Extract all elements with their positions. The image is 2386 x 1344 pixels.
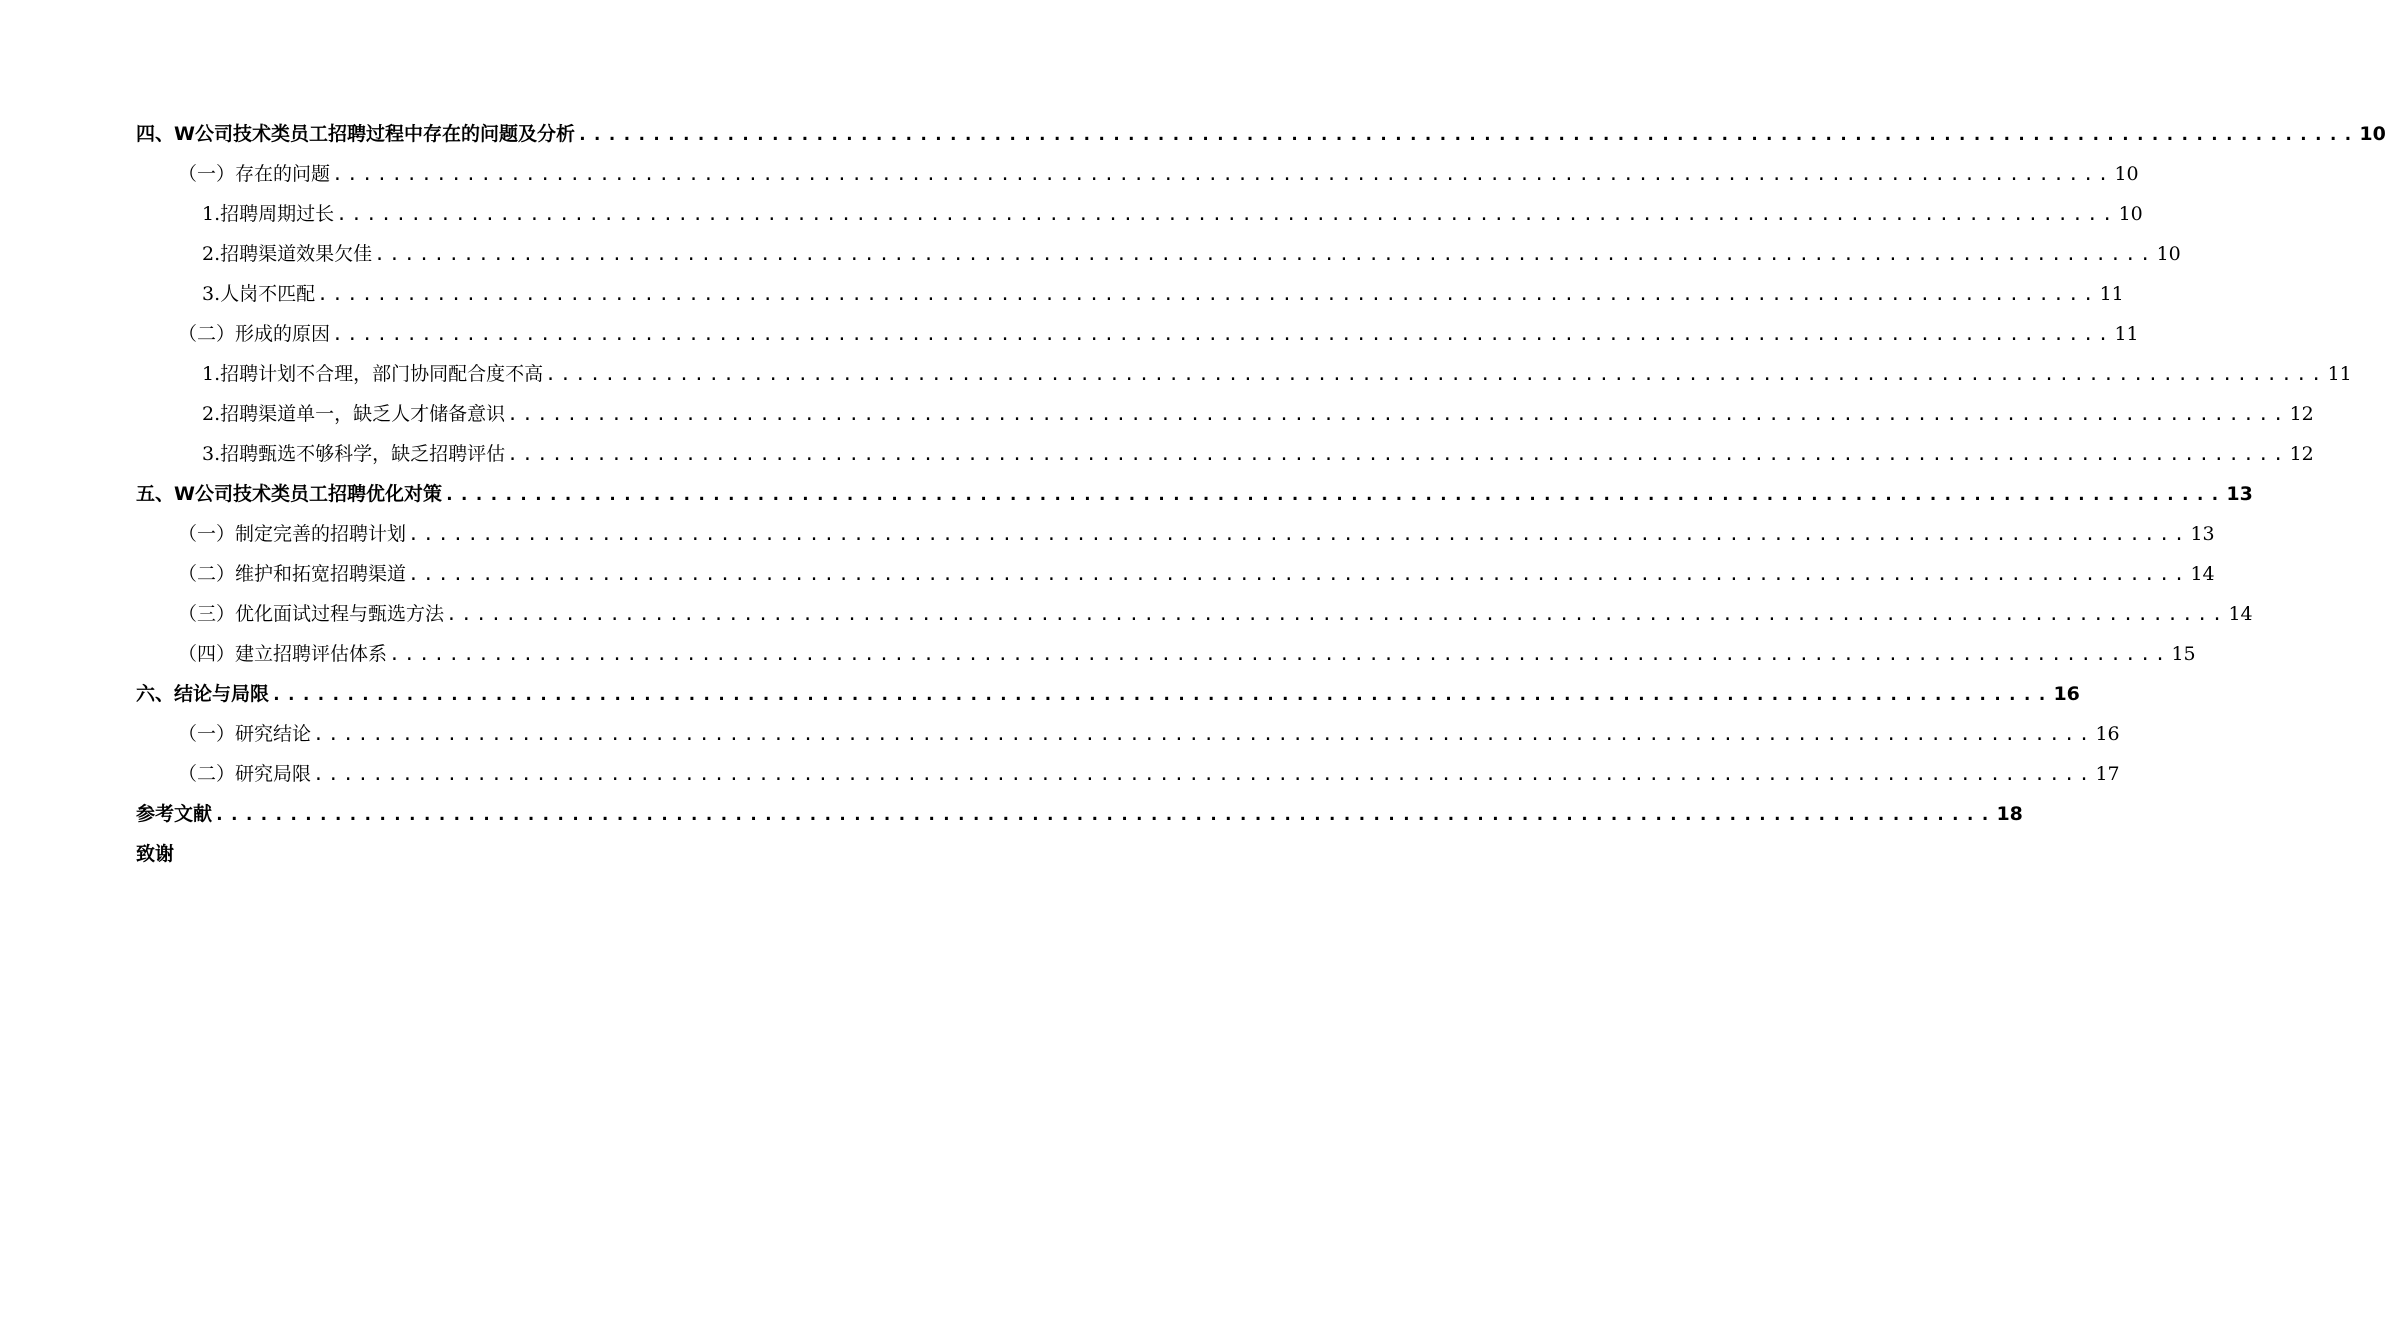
- toc-dot-leader: ........................................................................................................................: [507, 444, 2288, 465]
- toc-entry[interactable]: [136, 154, 2139, 194]
- toc-dot-leader: ........................................................................................................................: [313, 764, 2094, 785]
- toc-entry[interactable]: [136, 794, 2023, 834]
- toc-dot-leader: ........................................................................................................................: [332, 164, 2113, 185]
- toc-page-number: 11: [2099, 283, 2124, 305]
- toc-dot-leader: ........................................................................................................................: [507, 404, 2288, 425]
- toc-entry-title: （四）建立招聘评估体系: [178, 643, 388, 665]
- toc-dot-leader: ........................................................................................................................: [332, 324, 2113, 345]
- toc-entry-title: 2.招聘渠道单一，缺乏人才储备意识: [202, 403, 506, 425]
- toc-dot-leader: ........................................................................................................................: [317, 284, 2098, 305]
- toc-entry[interactable]: [136, 594, 2253, 634]
- toc-entry[interactable]: [136, 714, 2120, 754]
- toc-page-number: 10: [2156, 243, 2181, 265]
- toc-page-number: 13: [2226, 483, 2253, 505]
- toc-entry-title: 2.招聘渠道效果欠佳: [202, 243, 373, 265]
- toc-entry-title: （一）存在的问题: [178, 163, 331, 185]
- toc-entry[interactable]: [136, 314, 2139, 354]
- toc-dot-leader: ........................................................................................................................: [336, 204, 2117, 225]
- toc-entry-title: 五、W公司技术类员工招聘优化对策: [136, 483, 442, 505]
- toc-dot-leader: ........................................................................................................................: [443, 484, 2225, 505]
- toc-entry-title: （一）制定完善的招聘计划: [178, 523, 407, 545]
- toc-entry-title: 1.招聘计划不合理，部门协同配合度不高: [202, 363, 544, 385]
- toc-dot-leader: ........................................................................................................................: [408, 524, 2189, 545]
- toc-entry[interactable]: [136, 354, 2352, 394]
- toc-entry[interactable]: [136, 394, 2314, 434]
- toc-entry[interactable]: [136, 234, 2181, 274]
- toc-entry-title: 致谢: [136, 843, 175, 865]
- toc-entry[interactable]: [136, 634, 2196, 674]
- toc-page-number: 13: [2190, 523, 2215, 545]
- toc-dot-leader: ........................................................................................................................: [214, 804, 1995, 825]
- toc-page-number: 10: [2114, 163, 2139, 185]
- toc-page-number: 17: [2095, 763, 2120, 785]
- toc-entry[interactable]: [136, 514, 2215, 554]
- toc-entry-title: 六、结论与局限: [136, 683, 270, 705]
- toc-entry-title: 四、W公司技术类员工招聘过程中存在的问题及分析: [136, 123, 575, 145]
- toc-entry[interactable]: [136, 834, 850, 874]
- toc-entry[interactable]: [136, 754, 2120, 794]
- toc-page-number: 11: [2327, 363, 2352, 385]
- toc-dot-leader: ........................................................................................................................: [545, 364, 2326, 385]
- toc-dot-leader: ........................................................................................................................: [446, 604, 2227, 625]
- toc-entry[interactable]: [136, 434, 2314, 474]
- toc-page-number: 16: [2053, 683, 2080, 705]
- toc-entry[interactable]: [136, 194, 2143, 234]
- toc-page-number: 16: [2095, 723, 2120, 745]
- table-of-contents: [136, 114, 2386, 874]
- toc-entry[interactable]: [136, 554, 2215, 594]
- toc-dot-leader: ........................................................................................................................: [408, 564, 2189, 585]
- toc-page-number: 10: [2118, 203, 2143, 225]
- toc-entry-title: 3.招聘甄选不够科学，缺乏招聘评估: [202, 443, 506, 465]
- toc-page-number: 18: [1996, 803, 2023, 825]
- toc-entry-title: （二）维护和拓宽招聘渠道: [178, 563, 407, 585]
- toc-dot-leader: ........................................................................................................................: [576, 124, 2358, 145]
- toc-entry-title: （二）形成的原因: [178, 323, 331, 345]
- toc-page-number: 12: [2289, 443, 2314, 465]
- toc-entry-title: （三）优化面试过程与甄选方法: [178, 603, 445, 625]
- toc-entry[interactable]: [136, 674, 2080, 714]
- toc-dot-leader: ........................................................................................................................: [313, 724, 2094, 745]
- toc-dot-leader: ........................................................................................................................: [271, 684, 2052, 705]
- toc-entry-title: （二）研究局限: [178, 763, 312, 785]
- toc-entry[interactable]: [136, 274, 2124, 314]
- toc-page-number: 15: [2171, 643, 2196, 665]
- toc-page-number: 11: [2114, 323, 2139, 345]
- toc-page-number: 12: [2289, 403, 2314, 425]
- toc-page-number: 10: [2359, 123, 2386, 145]
- toc-entry-title: 1.招聘周期过长: [202, 203, 335, 225]
- toc-dot-leader: ........................................................................................................................: [374, 244, 2155, 265]
- toc-entry[interactable]: [136, 114, 2386, 154]
- toc-entry-title: 参考文献: [136, 803, 213, 825]
- toc-entry-title: （一）研究结论: [178, 723, 312, 745]
- toc-page-number: 14: [2228, 603, 2253, 625]
- toc-entry-title: 3.人岗不匹配: [202, 283, 316, 305]
- toc-page-number: 14: [2190, 563, 2215, 585]
- toc-dot-leader: ........................................................................................................................: [389, 644, 2170, 665]
- toc-entry[interactable]: [136, 474, 2253, 514]
